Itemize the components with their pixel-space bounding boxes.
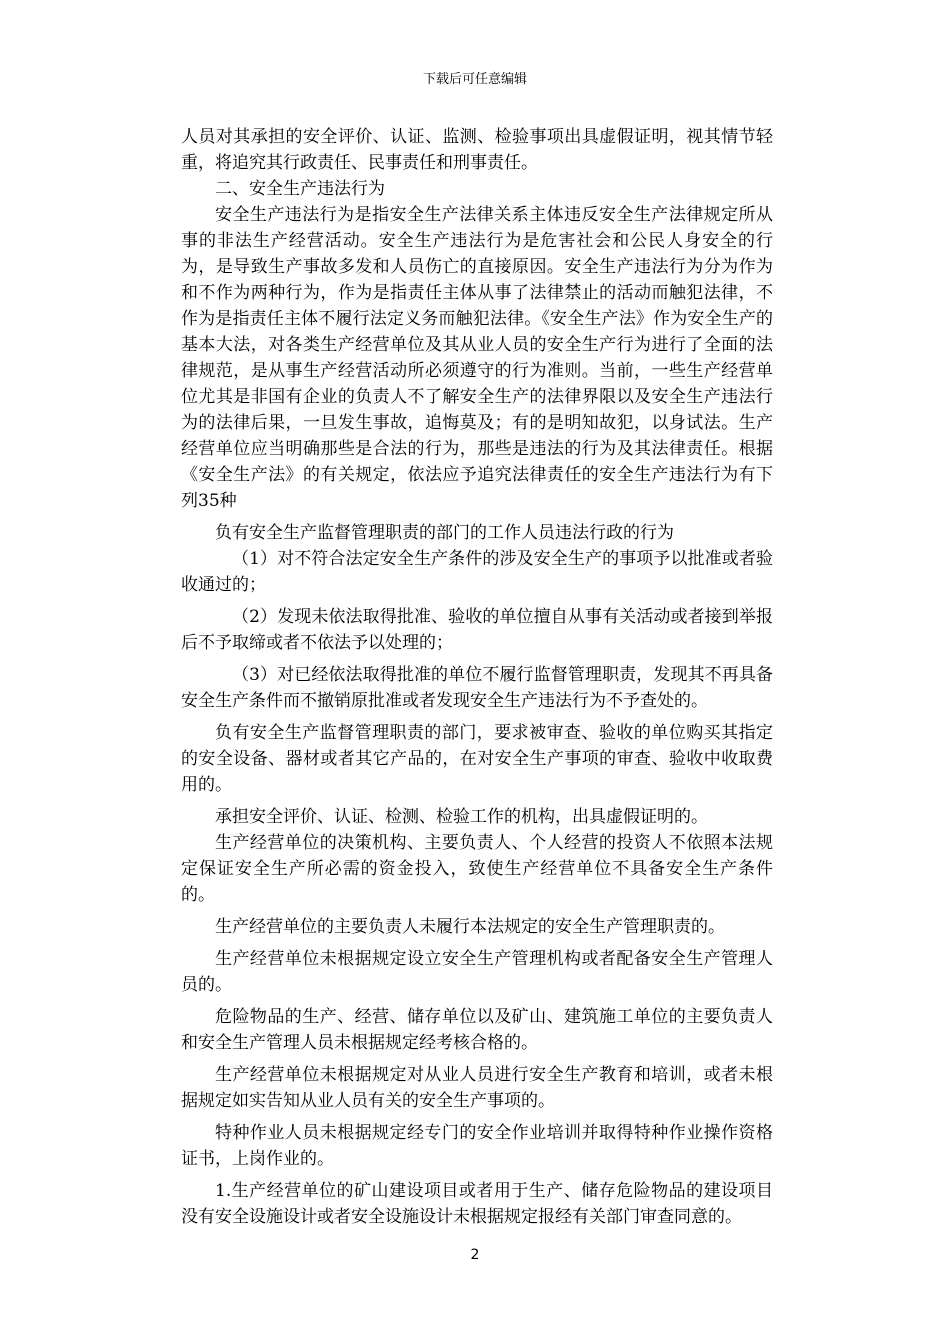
document-body xyxy=(181,124,773,1230)
page-number: 2 xyxy=(470,1247,480,1263)
paragraph: 人员对其承担的安全评价、认证、监测、检验事项出具虚假证明，视其情节轻重，将追究其行政责任、民事责任和刑事责任。 xyxy=(181,127,773,173)
list-item: （1）对不符合法定安全生产条件的涉及安全生产的事项予以批准或者验收通过的； xyxy=(181,549,773,595)
paragraph: 生产经营单位的决策机构、主要负责人、个人经营的投资人不依照本法规定保证安全生产所必需的资金投入，致使生产经营单位不具备安全生产条件的。 xyxy=(181,833,773,905)
paragraph: 生产经营单位的主要负责人未履行本法规定的安全生产管理职责的。 xyxy=(215,917,725,937)
list-item: （2）发现未依法取得批准、验收的单位擅自从事有关活动或者接到举报后不予取缔或者不依法予以处理的； xyxy=(181,607,773,653)
paragraph: 负有安全生产监督管理职责的部门的工作人员违法行政的行为 xyxy=(215,523,674,543)
paragraph: 生产经营单位未根据规定对从业人员进行安全生产教育和培训，或者未根据规定如实告知从业人员有关的安全生产事项的。 xyxy=(181,1065,773,1111)
paragraph: 安全生产违法行为是指安全生产法律关系主体违反安全生产法律规定所从事的非法生产经营活动。安全生产违法行为是危害社会和公民人身安全的行为，是导致生产事故多发和人员伤亡的直接原因。安全生产违法行为分为作为和不作为两种行为，作为是指责任主体从事了法律禁止的活动而触犯法律，不作为是指责任主体不履行法定义务而触犯法律。《安全生产法》作为安全生产的基本大法，对各类生产经营单位及其从业人员的安全生产行为进行了全面的法律规范，是从事生产经营活动所必须遵守的行为准则。当前，一些生产经营单位尤其是非国有企业的负责人不了解安全生产的法律界限以及安全生产违法行为的法律后果，一旦发生事故，追悔莫及；有的是明知故犯，以身试法。生产经营单位应当明确那些是合法的行为，那些是违法的行为及其法律责任。根据《安全生产法》的有关规定，依法应予追究法律责任的安全生产违法行为有下列35种 xyxy=(181,205,773,511)
paragraph: 承担安全评价、认证、检测、检验工作的机构，出具虚假证明的。 xyxy=(215,807,708,827)
page-header: 下载后可任意编辑 xyxy=(422,72,527,87)
paragraph: 生产经营单位未根据规定设立安全生产管理机构或者配备安全生产管理人员的。 xyxy=(181,949,773,995)
list-item: （3）对已经依法取得批准的单位不履行监督管理职责，发现其不再具备安全生产条件而不撤销原批准或者发现安全生产违法行为不予查处的。 xyxy=(181,665,773,711)
paragraph: 1.生产经营单位的矿山建设项目或者用于生产、储存危险物品的建设项目没有安全设施设计或者安全设施设计未根据规定报经有关部门审查同意的。 xyxy=(181,1181,773,1227)
paragraph: 特种作业人员未根据规定经专门的安全作业培训并取得特种作业操作资格证书，上岗作业的。 xyxy=(181,1123,773,1169)
paragraph: 负有安全生产监督管理职责的部门，要求被审查、验收的单位购买其指定的安全设备、器材或者其它产品的，在对安全生产事项的审查、验收中收取费用的。 xyxy=(181,723,773,795)
section-heading: 二、安全生产违法行为 xyxy=(215,179,385,199)
paragraph: 危险物品的生产、经营、储存单位以及矿山、建筑施工单位的主要负责人和安全生产管理人员未根据规定经考核合格的。 xyxy=(181,1007,773,1053)
